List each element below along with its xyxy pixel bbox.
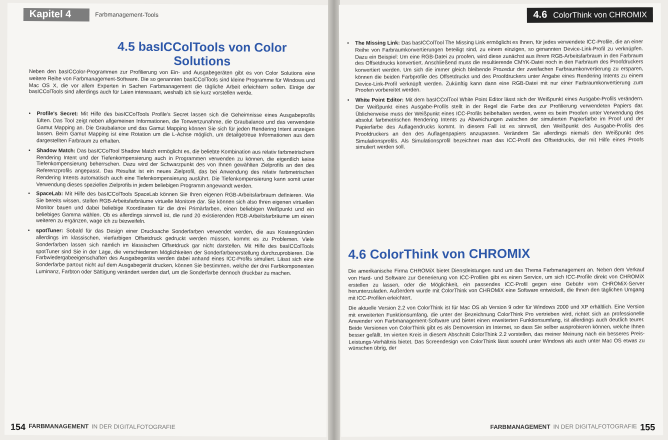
- bullet-term: Shadow Match:: [36, 147, 76, 155]
- chapter-label: Kapitel 4: [23, 8, 89, 21]
- footer-book-title: FARBMANAGEMENT: [490, 424, 551, 432]
- bullet-text: Mit dem basICColTool White Point Editor lässt sich der Weißpunkt eines Ausgabe-Profils verändern. Der Weißpunkt eines Ausgabe-Profils stellt in der Regel die Farbe des zur Profilierung verwendeten Papiers dar. Üblicherweise muss der Weißpunkt eines ICC-Profils beibehalten werden, wenn es beim Proofen unter Verwendung des absolut farbmetrischen Rendering Intents zu Abweichungen zwischen der simulierten Papierfarbe im Proof und der Papierfarbe des Auflagendrucks kommt. In diesem Fall ist es sinnvoll, den Weißpunkt des Ausgabe-Profils des Proofdruckers an den des Auflagenpapiers anzupassen. Verändern Sie allerdings niemals den Weißpunkt des Simulationsprofils. Als Simulationsprofil bezeichnet man das ICC-Profil des Offsetdrucks, der mit Hilfe eines Proofs simuliert werden soll.: [355, 96, 644, 152]
- colorthink-body: [348, 267, 644, 356]
- intro-text: Neben den basICColor-Programmen zur Profilierung von Ein- und Ausgabegeräten gibt es von Color Solutions eine weitere Reihe von Farbmanagement-Software. Die so genannten basICColTools sind kleine Programme für Windows und Mac OS X, die vor allem Experten in Sachen Farbmanagement die tägliche Arbeit erleichtern sollen. Einige der basICColTools sind allerdings auch für Laien interessant, weshalb ich sie kurz vorstellen werde.: [28, 69, 316, 97]
- page-number: 155: [640, 422, 656, 433]
- footer-book-subtitle: IN DER DIGITALFOTOGRAFIE: [91, 424, 176, 432]
- colorthink-paragraph-1: Die amerikanische Firma CHROMiX bietet Dienstleistungen rund um das Thema Farbmanagement an. Neben dem Verkauf von Hard- und Software zur Generierung von ICC-Profilen gibt es einen Service, um sich ICC-Profile direkt von CHROMiX erstellen zu lassen, oder die Möglichkeit, ein passendes ICC-Profil gegen eine Gebühr vom CHROMiX-Server herunterzuladen. Außerdem wurde mit ColorThink von CHROMiX eine Software entwickelt, die Ihnen den täglichen Umgang mit ICC-Profilen erleichtert.: [348, 267, 645, 302]
- page-number: 154: [10, 421, 26, 433]
- list-item: [28, 191, 314, 227]
- tools-bullet-list: [28, 111, 315, 281]
- list-item: [28, 148, 314, 191]
- bullet-term: The Missing Link:: [355, 40, 400, 47]
- bullet-term: SpaceLab:: [36, 191, 63, 198]
- section-header-bar: [527, 7, 653, 23]
- bullet-term: Profile's Secret:: [36, 111, 79, 118]
- colorthink-paragraph-2: Die aktuelle Version 2.2 von ColorThink ist für Mac OS ab Version 9 oder für Windows 2000 und XP erhältlich. Eine Version mit erweiterten Funktionsumfang, die unter der Bezeichnung ColorThink Pro vertrieben wird, richtet sich an professionelle Anwender von Farbmanagement-Software und bietet einen erweiterten Funktionsumfang, ist allerdings auch deutlich teurer. Beide Versionen von ColorThink gibt es als Demoversion im Internet, so dass Sie selber ausprobieren können, welche Ihnen besser gefällt. Im vierten Kreis in diesem Abschnitt ColorThink 2.2 vorstellen, das meiner Meinung nach ein besseres Preis-Leistungs-Verhältnis bietet. Das Screendesign von ColorThink lässt sowohl unter Windows als auch unter Mac OS etwas zu wünschen übrig, der: [348, 304, 645, 353]
- right-footer: [490, 422, 655, 433]
- bullet-text: Sobald für das Design einer Drucksache Sonderfarben verwendet werden, die aus Kostengründen allerdings im klassischen, vierfarbigen Offsetdruck gedruckt werden müssen, kommt es zu Problemen. Viele Sonderfarben lassen sich nämlich im klassischen Offsetdruck gar nicht darstellen. Mit Hilfe des basICColTools spotTuner sind Sie in der Lage, die verschiedenen Möglichkeiten der Sonderfarbenerstellung durchzuprobieren. Die Farbwiedergabeeigenschaften des Ausgabegeräts werden dabei anhand eines ICC-Profils simuliert. Lässt sich eine Sonderfarbe partout nicht auf dem Ausgabegerät drucken, können Sie bestimmen, welche der drei Farbkomponenten Luminanz, Farbton oder Sättigung verändert werden darf, um die Sonderfarbe dennoch druckbar zu machen.: [35, 228, 314, 277]
- left-running-header: [23, 7, 158, 23]
- header-section-number: 4.6: [533, 9, 548, 21]
- bullet-text: Das basICColTool Shadow Match ermöglicht es, die beliebte Kombination aus relativ farbmetrischem Rendering Intent und der Tiefenkompensierung auch in Programmen verwenden zu können, die eigentlich keine Tiefenkompensierung beherrschen. Dazu wird der Schwarzpunkt des von Ihnen gewählten Zielprofils an den des Referenzprofils angepasst. Das Resultat ist ein neues Zielprofil, das bei Anwendung des relativ farbmetrischen Rendering Intents automatisch auch eine Tiefenkompensierung ausführt. Die Tiefenkompensierung kann somit unter Verwendung dieses speziellen Zielprofils in jedem beliebigen Programm angewandt werden.: [36, 148, 315, 190]
- intro-paragraph: [29, 69, 315, 101]
- section-title-4-6: 4.6 ColorThink von CHROMIX: [348, 245, 531, 262]
- bullet-term: White Point Editor:: [355, 97, 404, 104]
- bullet-text: Mit Hilfe des basICColTools Profile's Secret lassen sich die Geheimnisse eines Ausgabeprofils lüften. Das Tool zeigt neben allgemeinen Informationen, die Tonwertzunahme, die Graubalance und das verwendete Gamut Mapping an. Die Graubalance und das Gamut Mapping können Sie sich für jeden Rendering Intent anzeigen lassen. Beim Gamut Mapping ist eine Rotation um die L-Achse möglich, um detailgetreue Informationen aus dem dargestellten Farbraum zu erhalten.: [36, 111, 315, 145]
- left-footer: [11, 422, 176, 433]
- running-title: Farbmanagement-Tools: [95, 11, 159, 19]
- bullet-text: Mit Hilfe des basICColTools SpaceLab können Sie Ihren eigenen RGB-Arbeitsfarbraum definieren. Wie Sie bereits wissen, stellen RGB-Arbeitsfarbräume virtuelle Monitore dar. Sie können sich also Ihren eigenen virtuellen Monitor bauen und dabei beliebige Koordinaten für die drei Primärfarben, einen beliebigen Weißpunkt und ein beliebiges Gamma wählen. Ob es allerdings sinnvoll ist, die rund 20 existierenden RGB-Arbeitsfarbräume um einen weiteren zu ergänzen, wage ich zu bezweifeln.: [35, 191, 315, 226]
- list-item: [29, 111, 315, 147]
- book-gutter: [328, 0, 340, 440]
- list-item: [347, 96, 643, 152]
- list-item: [28, 228, 314, 277]
- left-page: [4, 3, 329, 437]
- section-title-4-5: 4.5 basICColTools von Color Solutions: [117, 39, 287, 69]
- footer-book-subtitle: IN DER DIGITALFOTOGRAFIE: [553, 424, 638, 431]
- header-section-title: ColorThink von CHROMIX: [553, 10, 647, 20]
- tools-bullet-list-continued: [347, 39, 644, 155]
- footer-book-title: FARBMANAGEMENT: [28, 424, 89, 431]
- bullet-term: spotTuner:: [35, 228, 64, 235]
- right-running-header: [527, 7, 653, 23]
- bullet-text: Das basICColTool The Missing Link ermöglicht es Ihnen, für jedes verwendete ICC-Profile, die an einer Reihe von Farbraumkonvertierungen beteiligt sind, zu einem einzigen, so genannten Device-Link-Profil zu verknüpfen. Dazu ein Beispiel: Um eine RGB-Datei zu proofen, wird diese zunächst aus ihrem RGB-Arbeitsfarbraum in den Farbraum des Offsetdrucks konvertiert. Anschließend muss die resultierende CMYK-Datei noch in den Farbraum des Proofdruckers konvertiert werden. Um sich die immer gleich bleibende Prozedur der zweifachen Farbraumkonvertierung zu ersparen, können die beiden Farbprofile des Offsetdrucks und des Proofdruckers unter Angabe eines Rendering Intents zu einem Device-Link-Profil verknüpft werden. Zukünftig kann dann eine RGB-Datei mit nur einer Farbraumkonvertierung zum Proofen vorbereitet werden.: [355, 39, 644, 95]
- list-item: [347, 39, 643, 95]
- right-page: [339, 3, 663, 437]
